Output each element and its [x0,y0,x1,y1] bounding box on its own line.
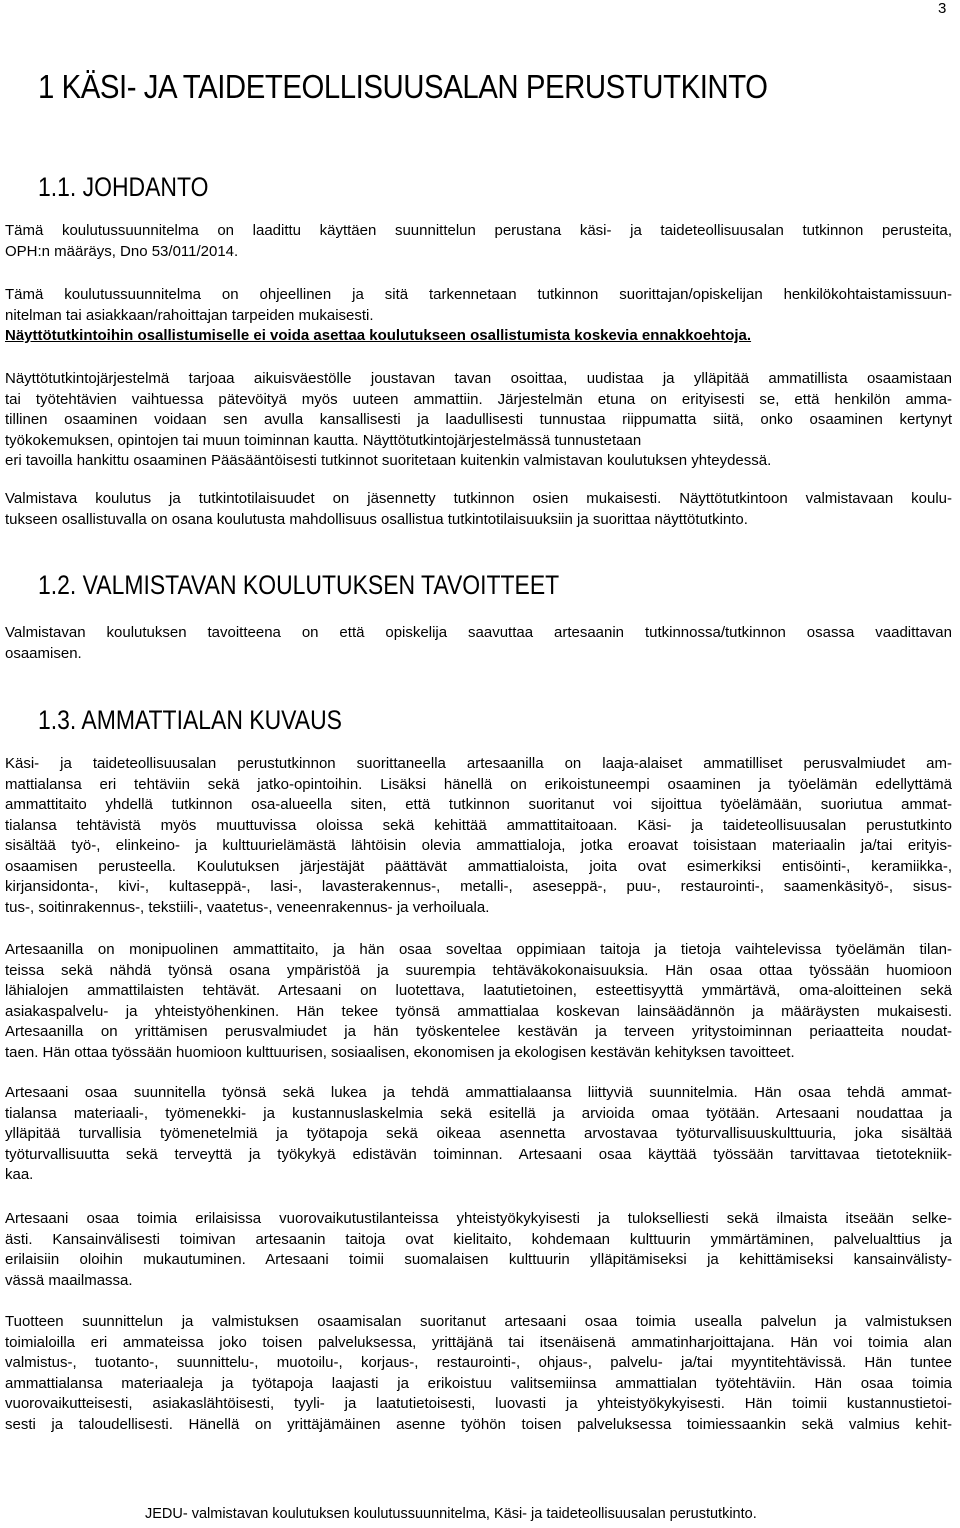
text-line: tukseen osallistuvalla on osana koulutusta mahdollisuus osallistua tutkintotilaisuuksiin ja suorittaa näyttötutkinto. [5,510,748,528]
text-line: osaamisen. [5,644,82,662]
text-line: tillinen osaaminen voidaan sen avulla kansallisesti ja laadullisesti tunnustaa riippumatta siitä, onko osaaminen kertynyt [5,411,952,428]
johdanto-paragraph-4 [0,489,960,530]
text-line: Artesaani osaa toimia erilaisissa vuorovaikutustilanteissa yhteistyökykyisesti ja tulokselliesti sekä ilmaista itseään selke- [5,1210,952,1227]
ammattiala-paragraph-1 [0,754,960,918]
page-footer: JEDU- valmistavan koulutuksen koulutussuunnitelma, Käsi- ja taideteollisuusalan perustutkinto. [145,1506,757,1522]
text-line: Artesaanilla on yrittämisen perusvalmiudet ja hän työskentelee kestävän ja terveen yritystoiminnan periaatteita noudat- [5,1023,952,1040]
text-line: ylläpitää turvallisia työmenetelmiä ja työtapoja sekä oikeaa asennetta arvostavaa työturvallisuuskulttuuria, joka sisältää [5,1125,952,1142]
text-line: mattialansa eri tehtäviin sekä jatko-opintoihin. Lisäksi hänellä on erikoistuneempi osaaminen ja työelämän edellyttämä [5,775,952,793]
text-line: tialansa materiaali-, työmenekki- ja kustannuslaskelmia sekä esitellä ja arvioida omaa työtään. Artesaani noudattaa ja [5,1104,952,1122]
johdanto-paragraph-1 [0,221,960,262]
text-line: vässä maailmassa. [5,1271,133,1289]
text-line: nitelman tai asiakkaan/rahoittajan tarpeiden mukaisesti. [5,306,374,324]
johdanto-paragraph-3 [0,369,960,472]
text-line: Tuotteen suunnittelun ja valmistuksen osaamisalan suoritanut artesaani osaa toimia usealla palvelun ja valmistuksen [5,1313,952,1330]
text-line: Artesaani osaa suunnitella työnsä sekä lukea ja tehdä ammattialaansa liittyviä suunnitelmia. Hän osaa tehdä ammat- [5,1084,952,1101]
text-line: teissa sekä nähdä työnsä osana ympäristöä ja suurempia tehtäväkokonaisuuksia. Hän osaa ottaa työssään huomioon [5,961,952,979]
text-line: sisältää työ-, elinkeino- ja kulttuurielämästä lähtöisin olevia ammattialoja, jotka eroavat toisistaan materiaalin ja/tai erityis- [5,837,952,854]
ammattiala-paragraph-3 [0,1083,960,1186]
bold-notice: Näyttötutkintoihin osallistumiselle ei voida asettaa koulutukseen osallistumista koskevia ennakkoehtoja. [5,327,752,344]
text-line: ästi. Kansainvälisesti toimivan artesaanin taitoja ovat kielitaito, kohdemaan kulttuurin ymmärtäminen, palvelualttius ja [5,1230,952,1248]
section-heading-ammattiala: 1.3. AMMATTIALAN KUVAUS [38,705,342,735]
text-line: tai työtehtävien vaihtuessa pätevöityä myös uuteen ammattiin. Järjestelmän etuna on erityisesti se, että henkilön amma- [5,390,952,408]
text-line: Näyttötutkintojärjestelmä tarjoaa aikuisväestölle joustavan tavan osoittaa, uudistaa ja ylläpitää ammatillista osaamistaan [5,370,952,387]
text-line: Valmistavan koulutuksen tavoitteena on että opiskelija saavuttaa artesaanin tutkinnossa/tutkinnon osassa vaadittavan [5,624,952,641]
section-heading-johdanto: 1.1. JOHDANTO [38,172,209,202]
tavoitteet-paragraph [0,623,960,664]
ammattiala-paragraph-4 [0,1209,960,1291]
text-line: Käsi- ja taideteollisuusalan perustutkinnon suorittaneella artesaanilla on laaja-alaiset ammatilliset perusvalmiudet am- [5,755,952,772]
text-line: eri tavoilla hankittu osaaminen Pääsääntöisesti tutkinnot suoritetaan kuitenkin valmistavan koulutuksen yhteydessä. [5,452,772,469]
ammattiala-paragraph-2 [0,940,960,1063]
section-heading-tavoitteet: 1.2. VALMISTAVAN KOULUTUKSEN TAVOITTEET [38,570,560,600]
text-line: lähialojen ammattilaisten tehtävät. Artesaani on luotettava, laatutietoinen, esteettisyyttä ymmärtävä, oma-aloitteinen sekä [5,982,952,999]
text-line: Valmistava koulutus ja tutkintotilaisuudet on jäsennetty tutkinnon osien mukaisesti. Näyttötutkintoon valmistavaan koulu- [5,490,952,507]
text-line: kaa. [5,1166,34,1183]
page-number: 3 [938,0,947,17]
text-line: ammattialansa materiaaleja ja työtapoja laajasti ja erikoistuu valitsemiinsa ammattialan työtehtäviin. Hän osaa toimia [5,1374,952,1392]
text-line: taen. Hän ottaa työssään huomioon kulttuurisen, sosiaalisen, ekonomisen ja ekologisen kestävän kehityksen tavoitteet. [5,1043,795,1061]
text-line: tialansa tehtävistä myös muuttuvissa oloissa sekä kehittää ammattitaitoaan. Käsi- ja taideteollisuusalan perustutkinto [5,816,952,834]
text-line: työkokemuksen, opintojen tai muun toiminnan kautta. Näyttötutkintojärjestelmässä tunnustetaan [5,431,642,449]
text-line: asiakaspalvelu- ja yhteistyöhenkinen. Hän tekee työnsä ammattialaa koskevan lainsäädännön ja määräysten mukaisesti. [5,1002,952,1020]
text-line: Tämä koulutussuunnitelma on laadittu käyttäen suunnittelun perustana käsi- ja taideteollisuusalan tutkinnon perusteita, [5,222,952,239]
text-line: vuorovaikutteisesti, asiakaslähtöisesti, tyyli- ja laatutietoisesti, luovasti ja yhteistyökykyisesti. Hän toimii kustannustietoi- [5,1395,952,1412]
text-line: toimialoilla eri ammateissa joko toisen palveluksessa, yrittäjänä tai itsenäisenä ammatinharjoittajana. Hän voi toimia alan [5,1333,952,1351]
text-line: valmistus-, tuotanto-, suunnittelu-, muotoilu-, korjaus-, restaurointi-, ohjaus-, palvelu- ja/tai myyntitehtävissä. Hän tuntee [5,1354,952,1371]
johdanto-paragraph-2 [0,285,960,347]
text-line: tus-, soitinrakennus-, tekstiili-, vaatetus-, veneenrakennus- ja verhoiluala. [5,898,490,916]
text-line: Artesaanilla on monipuolinen ammattitaito, ja hän osaa soveltaa oppimiaan taitoja ja tietoja vaihtelevissa työelämän tilan- [5,941,952,958]
text-line: ammattitaito yhdellä tutkinnon osa-alueella siten, että tutkinnon suoritanut voi sijoittua työelämään, suoriutua ammat- [5,796,952,813]
text-line: sesti ja taloudellisesti. Hänellä on yrittäjämäinen asenne työhön toisen palveluksessa toimiessaankin sekä valmius kehit- [5,1415,952,1433]
text-line: osaamisen perusteella. Koulutuksen järjestäjät päättävät ammattialoista, joita ovat esimerkiksi entisöinti-, keramiikka-, [5,857,952,875]
text-line: Tämä koulutussuunnitelma on ohjeellinen ja sitä tarkennetaan tutkinnon suorittajan/opiskelijan henkilökohtaistamissuun- [5,286,952,303]
chapter-title: 1 KÄSI- JA TAIDETEOLLISUUSALAN PERUSTUTKINTO [38,68,768,105]
ammattiala-paragraph-5 [0,1312,960,1435]
text-line: OPH:n määräys, Dno 53/011/2014. [5,242,239,260]
text-line: kirjansidonta-, kivi-, kultaseppä-, lasi-, lavasterakennus-, metalli-, aseseppä-, puu-, restaurointi-, saamenkäsityö-, sisus- [5,878,952,895]
text-line: työturvallisuutta sekä terveyttä ja työkykyä edistävän toiminnan. Artesaani osaa käyttää työssään tarvittavaa tietotekniik- [5,1145,952,1163]
text-line: erilaisiin oloihin mukautuminen. Artesaani toimii suomalaisen kulttuurin ylläpitämiseksi ja kehittämiseksi kansainvälisty- [5,1251,952,1268]
